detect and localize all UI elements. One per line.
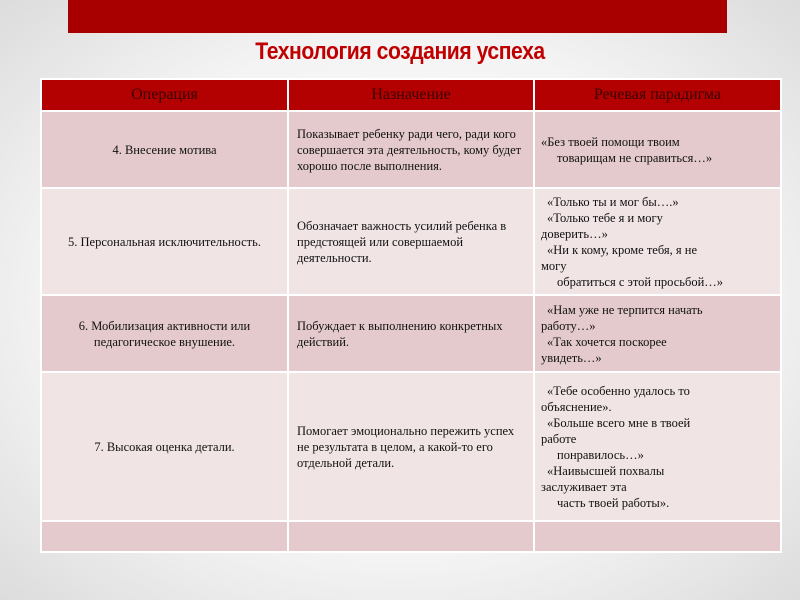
paradigm-line: «Нам уже не терпится начать bbox=[547, 302, 703, 317]
empty-cell bbox=[41, 521, 288, 552]
paradigm-line: понравилось…» bbox=[557, 447, 644, 462]
paradigm-line: работе bbox=[541, 431, 577, 446]
paradigm-line: часть твоей работы». bbox=[557, 495, 670, 510]
title-bar-decoration bbox=[68, 0, 727, 33]
table-header-row bbox=[41, 79, 781, 111]
paradigm-cell bbox=[534, 372, 781, 521]
header-purpose: Назначение bbox=[288, 79, 534, 111]
paradigm-line: объяснение». bbox=[541, 399, 612, 414]
paradigm-line: увидеть…» bbox=[541, 350, 602, 365]
operation-cell: 5. Персональная исключительность. bbox=[41, 188, 288, 295]
paradigm-line: обратиться с этой просьбой…» bbox=[557, 274, 724, 289]
header-operation: Операция bbox=[41, 79, 288, 111]
paradigm-line: «Только тебе я и могу bbox=[547, 210, 663, 225]
table-row bbox=[41, 111, 781, 188]
paradigm-line: «Ни к кому, кроме тебя, я не bbox=[547, 242, 697, 257]
purpose-cell: Побуждает к выполнению конкретных действий. bbox=[288, 295, 534, 372]
paradigm-line: «Наивысшей похвалы bbox=[547, 463, 665, 478]
paradigm-line: заслуживает эта bbox=[541, 479, 627, 494]
paradigm-line: могу bbox=[541, 258, 567, 273]
paradigm-line: «Так хочется поскорее bbox=[547, 334, 667, 349]
header-paradigm: Речевая парадигма bbox=[534, 79, 781, 111]
paradigm-line: «Без твоей помощи твоим bbox=[541, 134, 680, 149]
purpose-cell: Показывает ребенку ради чего, ради кого совершается эта деятельность, кому будет хорошо после выполнения. bbox=[288, 111, 534, 188]
operation-cell: 7. Высокая оценка детали. bbox=[41, 372, 288, 521]
empty-cell bbox=[288, 521, 534, 552]
slide-title: Технология создания успеха bbox=[255, 38, 545, 65]
paradigm-line: «Тебе особенно удалось то bbox=[547, 383, 690, 398]
paradigm-line: работу…» bbox=[541, 318, 596, 333]
purpose-cell: Помогает эмоционально пережить успех не результата в целом, а какой-то его отдельной детали. bbox=[288, 372, 534, 521]
success-technology-table bbox=[40, 78, 782, 553]
operation-cell: 4. Внесение мотива bbox=[41, 111, 288, 188]
paradigm-cell bbox=[534, 188, 781, 295]
table-row bbox=[41, 188, 781, 295]
empty-cell bbox=[534, 521, 781, 552]
table-row bbox=[41, 372, 781, 521]
paradigm-cell bbox=[534, 111, 781, 188]
empty-table-row bbox=[41, 521, 781, 552]
purpose-cell: Обозначает важность усилий ребенка в предстоящей или совершаемой деятельности. bbox=[288, 188, 534, 295]
paradigm-line: товарищам не справиться…» bbox=[557, 150, 713, 165]
paradigm-line: «Больше всего мне в твоей bbox=[547, 415, 691, 430]
paradigm-line: «Только ты и мог бы….» bbox=[547, 194, 679, 209]
table-row bbox=[41, 295, 781, 372]
paradigm-cell bbox=[534, 295, 781, 372]
operation-cell: 6. Мобилизация активности или педагогическое внушение. bbox=[41, 295, 288, 372]
paradigm-line: доверить…» bbox=[541, 226, 608, 241]
